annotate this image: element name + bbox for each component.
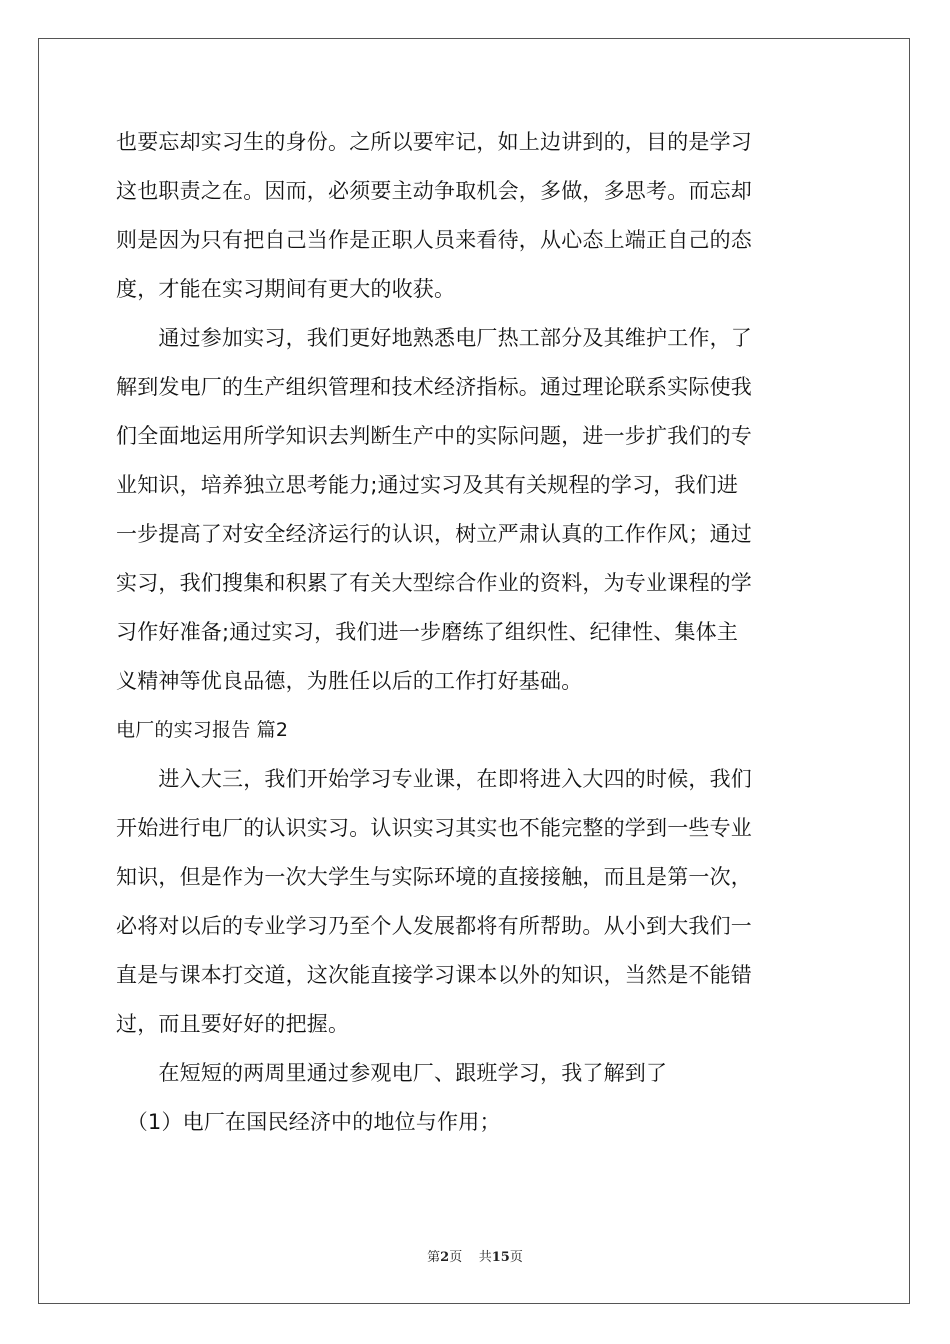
text-line: 实习，我们搜集和积累了有关大型综合作业的资料，为专业课程的学 [116,571,752,595]
footer-prefix: 第 [427,1250,441,1265]
text-line: 通过参加实习，我们更好地熟悉电厂热工部分及其维护工作，了 [116,326,752,350]
text-line: 一步提高了对安全经济运行的认识，树立严肃认真的工作作风；通过 [116,522,752,546]
footer-total-pages: 15 [491,1250,510,1265]
text-line: 必将对以后的专业学习乃至个人发展都将有所帮助。从小到大我们一 [116,914,752,938]
text-line: 业知识，培养独立思考能力;通过实习及其有关规程的学习，我们进 [116,473,739,497]
text-line: 度，才能在实习期间有更大的收获。 [116,277,456,301]
text-line: 们全面地运用所学知识去判断生产中的实际问题，进一步扩我们的专 [116,424,752,448]
text-line: 过，而且要好好的把握。 [116,1012,350,1036]
text-line: 知识，但是作为一次大学生与实际环境的直接接触，而且是第一次， [116,865,752,889]
text-line: 在短短的两周里通过参观电厂、跟班学习，我了解到了 [116,1061,668,1085]
footer-page-suffix: 页 [449,1250,463,1265]
text-line: 习作好准备;通过实习，我们进一步磨练了组织性、纪律性、集体主 [116,620,739,644]
text-line: 解到发电厂的生产组织管理和技术经济指标。通过理论联系实际使我 [116,375,752,399]
text-line: 直是与课本打交道，这次能直接学习课本以外的知识，当然是不能错 [116,963,752,987]
text-line: 义精神等优良品德，为胜任以后的工作打好基础。 [116,669,583,693]
section-heading: 电厂的实习报告 篇2 [116,719,289,741]
text-line: 开始进行电厂的认识实习。认识实习其实也不能完整的学到一些专业 [116,816,752,840]
text-line: 进入大三，我们开始学习专业课，在即将进入大四的时候，我们 [116,767,752,791]
footer-total-suffix: 页 [509,1250,523,1265]
text-line: 这也职责之在。因而，必须要主动争取机会，多做，多思考。而忘却 [116,179,752,203]
text-line: 也要忘却实习生的身份。之所以要牢记，如上边讲到的，目的是学习 [116,130,752,154]
text-line: 则是因为只有把自己当作是正职人员来看待，从心态上端正自己的态 [116,228,752,252]
page-footer [0,1246,950,1265]
footer-page-number: 2 [440,1250,450,1265]
footer-total-prefix: 共 [478,1250,492,1265]
text-line: （1）电厂在国民经济中的地位与作用； [116,1110,501,1134]
